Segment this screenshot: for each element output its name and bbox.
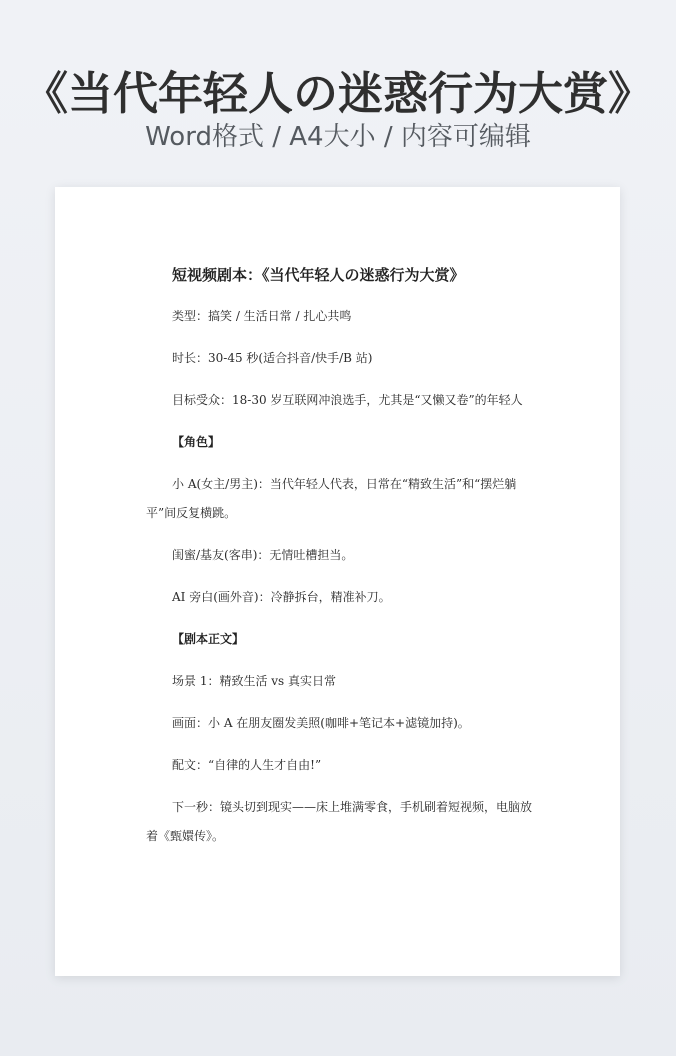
roles-heading: 【角色】: [172, 435, 221, 449]
role-ai-line: AI 旁白(画外音)：冷静拆台，精准补刀。: [172, 590, 391, 604]
genre-line: 类型：搞笑 / 生活日常 / 扎心共鸣: [172, 309, 352, 323]
role-a-line: 小 A(女主/男主)：当代年轻人代表，日常在“精致生活”和“摆烂躺平”间反复横跳。: [146, 477, 517, 520]
banner-title: 《当代年轻人の迷惑行为大赏》: [22, 67, 653, 120]
document-body: [146, 263, 532, 851]
document-title: 短视频剧本：《当代年轻人の迷惑行为大赏》: [172, 266, 465, 284]
scene1-caption-line: 配文：“自律的人生才自由!”: [172, 758, 322, 772]
audience-line: 目标受众：18-30 岁互联网冲浪选手，尤其是“又懒又卷”的年轻人: [172, 393, 523, 407]
scene1-frame-line: 画面：小 A 在朋友圈发美照(咖啡+笔记本+滤镜加持)。: [172, 716, 470, 730]
role-friend-line: 闺蜜/基友(客串)：无情吐槽担当。: [172, 548, 354, 562]
scene1-next-line: 下一秒：镜头切到现实——床上堆满零食，手机刷着短视频，电脑放着《甄嬛传》。: [146, 800, 533, 843]
document-page: [55, 187, 620, 976]
banner-subtitle: Word格式 / A4大小 / 内容可编辑: [145, 122, 531, 152]
scene1-title-line: 场景 1：精致生活 vs 真实日常: [172, 674, 337, 688]
duration-line: 时长：30-45 秒(适合抖音/快手/B 站): [172, 351, 373, 365]
script-heading: 【剧本正文】: [172, 632, 245, 646]
